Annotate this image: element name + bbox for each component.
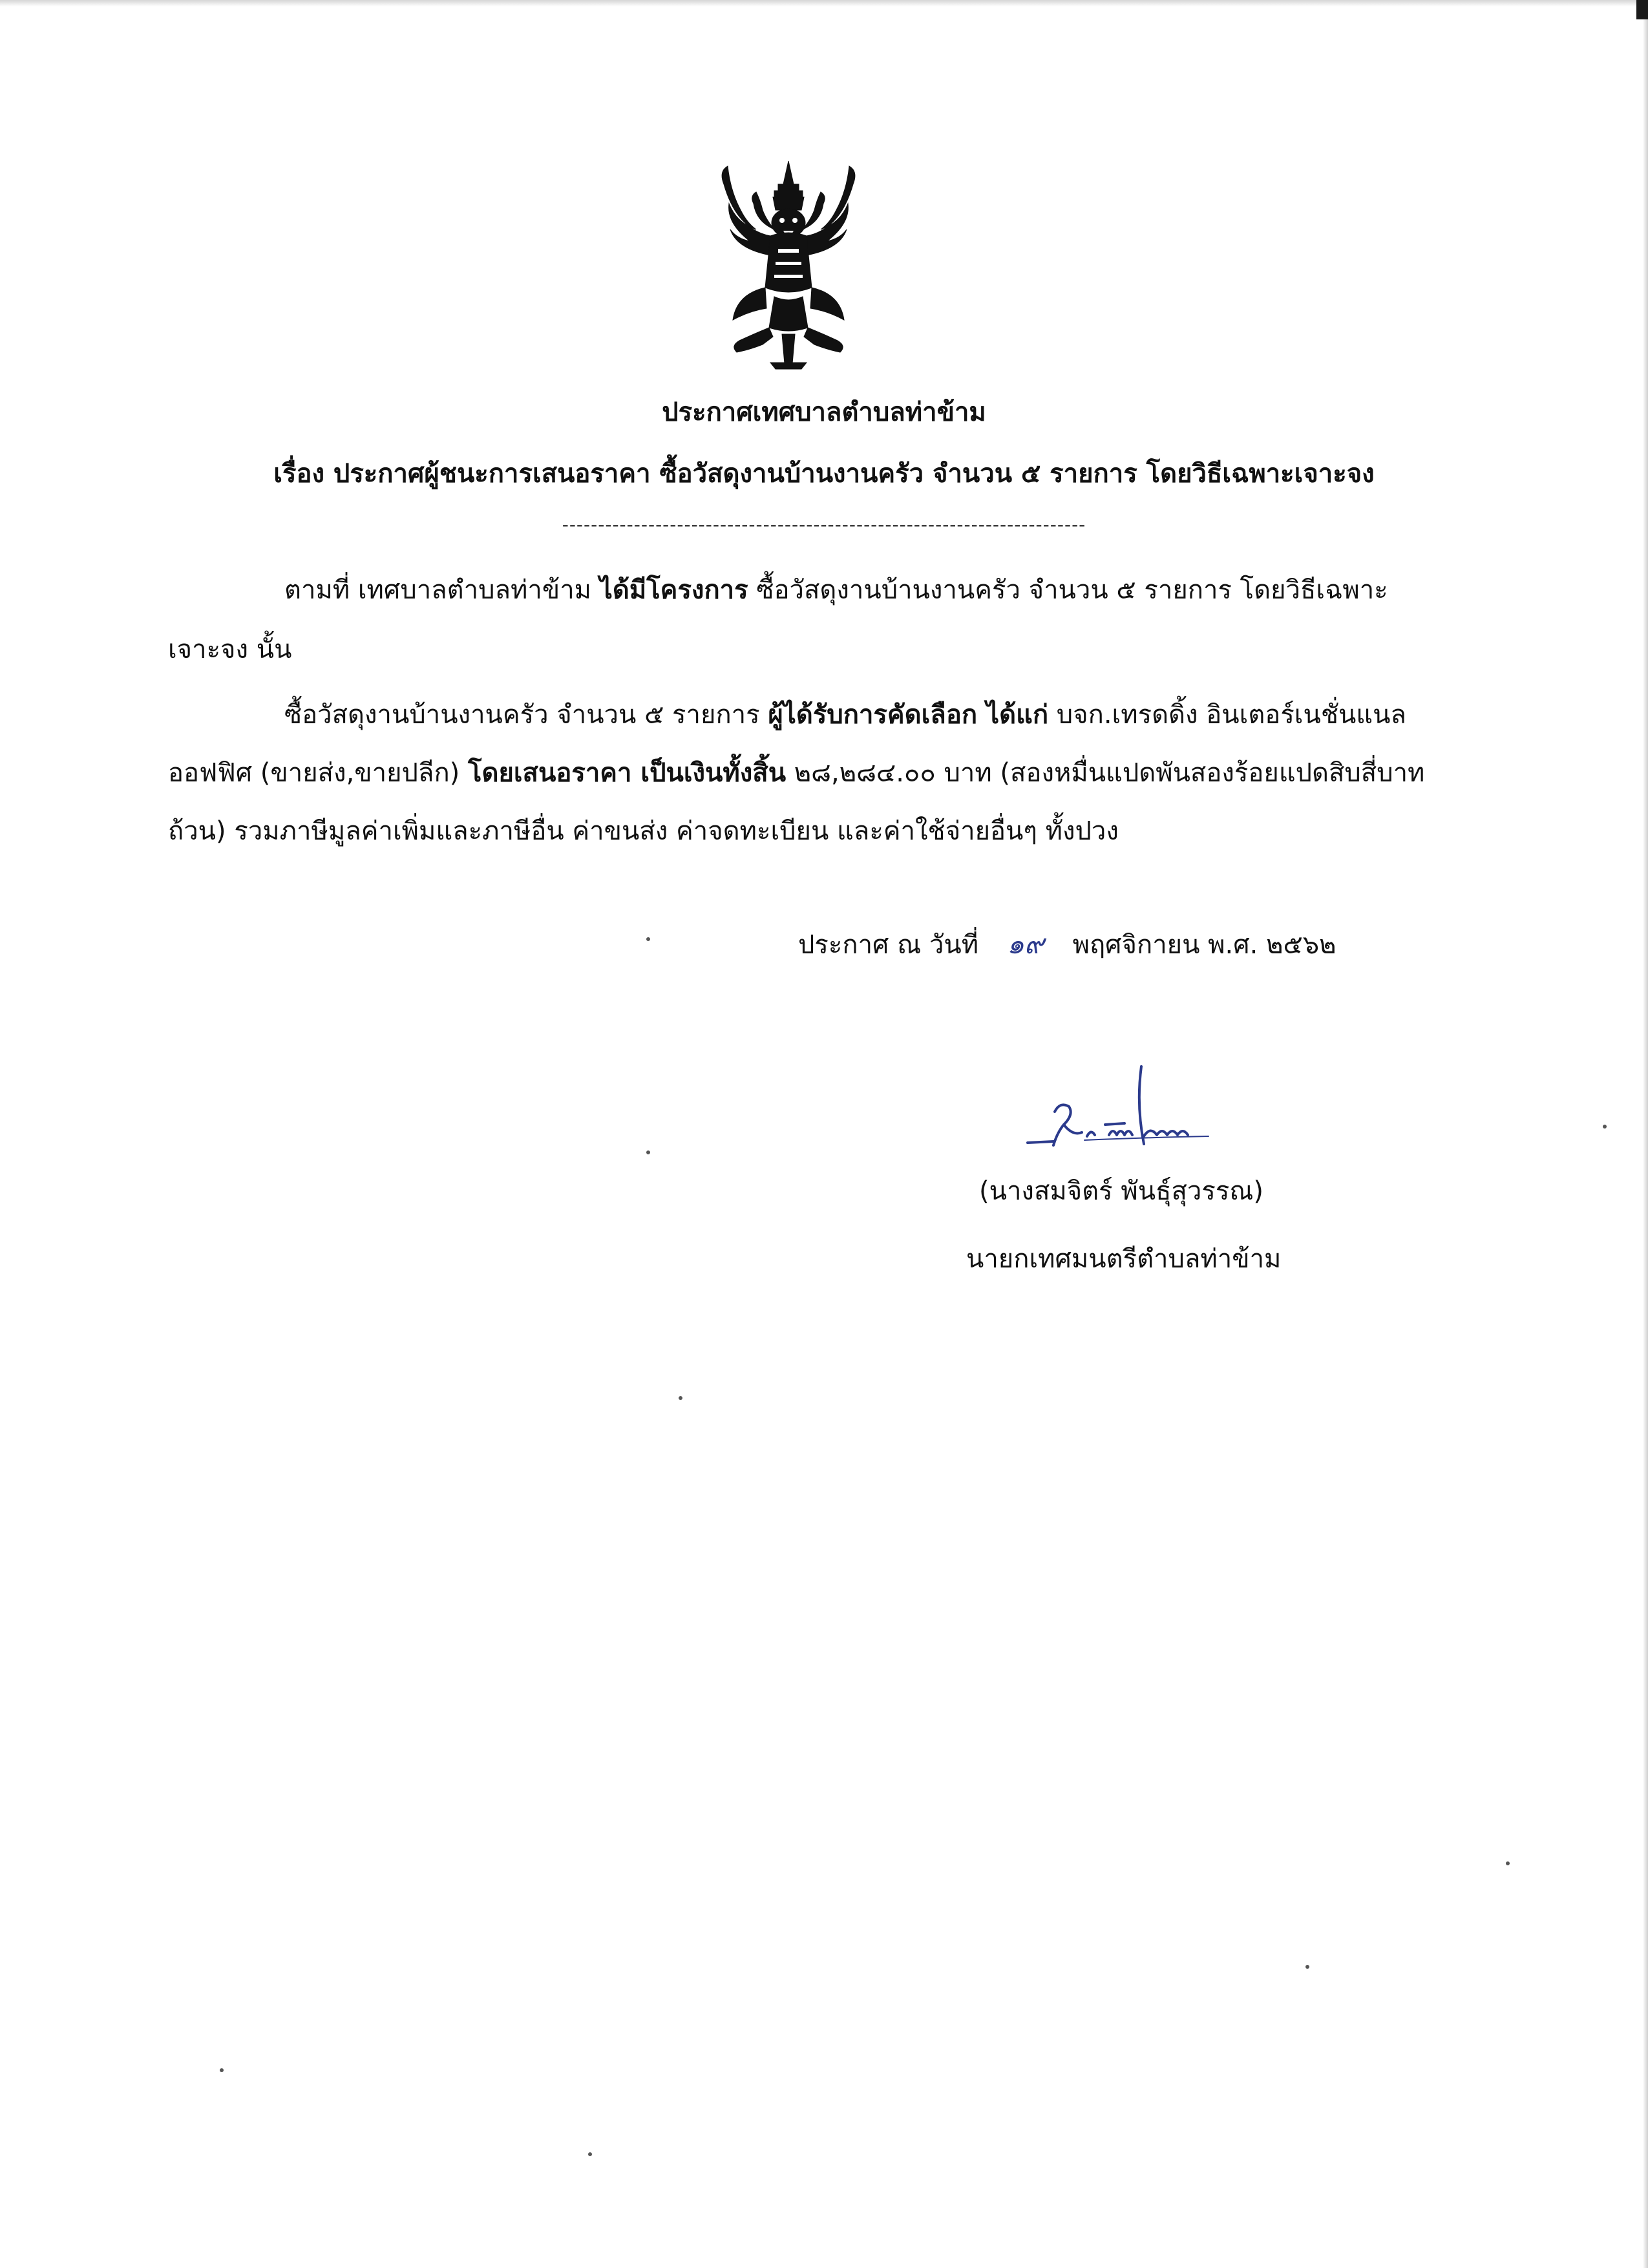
- paragraph-2-line-2: [168, 752, 1424, 793]
- paragraph-2-line-2-bold: โดยเสนอราคา เป็นเงินทั้งสิ้น: [467, 758, 787, 788]
- paragraph-1-line-2: เจาะจง นั้น: [168, 635, 292, 664]
- paragraph-1-line-1-tail: ซื้อวัสดุงานบ้านงานครัว จำนวน ๕ รายการ โดยวิธีเฉพาะ: [748, 575, 1388, 605]
- paragraph-2-line-2-tail: ๒๘,๒๘๔.๐๐ บาท (สองหมื่นแปดพันสองร้อยแปดสิบสี่บาท: [786, 758, 1425, 788]
- scan-speck: [646, 937, 650, 941]
- scan-speck: [1506, 1861, 1510, 1865]
- paragraph-2-line-1-lead: ซื้อวัสดุงานบ้านงานครัว จำนวน ๕ รายการ: [284, 700, 768, 730]
- date-month-year: พฤศจิกายน พ.ศ. ๒๕๖๒: [1072, 930, 1336, 960]
- handwritten-signature-icon: [1015, 1060, 1247, 1176]
- scan-edge-right: [1643, 0, 1648, 2268]
- scan-speck: [220, 2068, 224, 2072]
- date-label: ประกาศ ณ วันที่: [798, 930, 979, 960]
- scan-corner: [1636, 0, 1648, 19]
- scan-speck: [1603, 1125, 1607, 1129]
- paragraph-2-line-1-tail: บจก.เทรดดิ้ง อินเตอร์เนชั่นแนล: [1048, 700, 1406, 730]
- paragraph-2-line-1: [284, 694, 1406, 735]
- scan-speck: [679, 1396, 682, 1400]
- paragraph-1-line-1-bold: ได้มีโครงการ: [599, 575, 748, 605]
- scan-speck: [646, 1150, 650, 1154]
- signatory-title: นายกเทศมนตรีตำบลท่าข้าม: [966, 1244, 1282, 1274]
- paragraph-1-line-1-lead: ตามที่ เทศบาลตำบลท่าข้าม: [284, 575, 600, 605]
- scan-speck: [1305, 1965, 1309, 1969]
- scan-edge-top: [0, 0, 1648, 6]
- paragraph-1-line-1: [284, 569, 1388, 610]
- scan-speck: [588, 2152, 592, 2156]
- paragraph-2-line-1-bold: ผู้ได้รับการคัดเลือก ได้แก่: [768, 700, 1049, 730]
- date-day-handwritten: ๑๙: [1007, 928, 1044, 960]
- announcement-title: ประกาศเทศบาลตำบลท่าข้าม: [662, 397, 986, 427]
- paragraph-2-line-3: ถ้วน) รวมภาษีมูลค่าเพิ่มและภาษีอื่น ค่าขนส่ง ค่าจดทะเบียน และค่าใช้จ่ายอื่นๆ ทั้งปวง: [168, 816, 1119, 846]
- divider-line: -------------------------------------------------------------------------: [562, 514, 1086, 535]
- signatory-name: (นางสมจิตร์ พันธุ์สุวรรณ): [979, 1176, 1264, 1206]
- announcement-date: [798, 923, 1336, 966]
- announcement-subject: เรื่อง ประกาศผู้ชนะการเสนอราคา ซื้อวัสดุงานบ้านงานครัว จำนวน ๕ รายการ โดยวิธีเฉพาะเจาะจง: [273, 459, 1375, 489]
- garuda-emblem-icon: [711, 158, 866, 372]
- paragraph-2-line-2-lead: ออฟฟิศ (ขายส่ง,ขายปลีก): [168, 758, 468, 788]
